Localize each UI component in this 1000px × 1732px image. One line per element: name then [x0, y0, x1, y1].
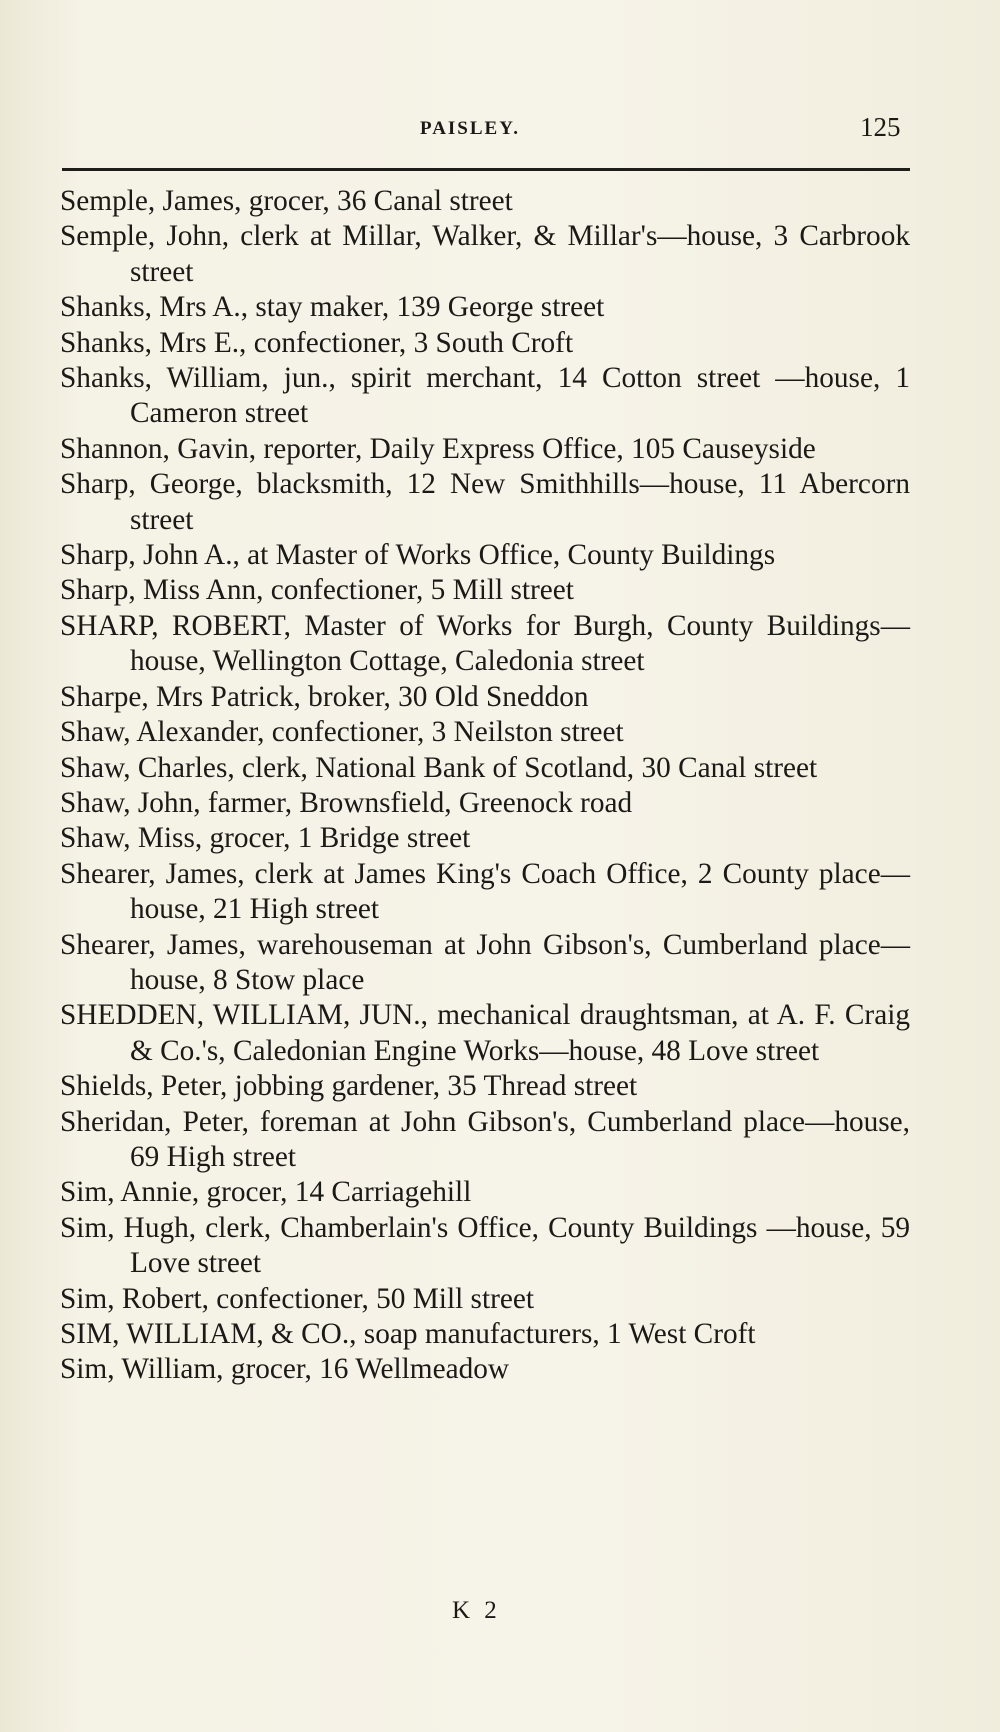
- directory-entry: Sim, Annie, grocer, 14 Carriagehill: [60, 1176, 472, 1209]
- signature-mark: K 2: [452, 1597, 501, 1624]
- directory-entry: Sim, Robert, confectioner, 50 Mill street: [60, 1282, 534, 1315]
- directory-entry: SHARP, ROBERT, Master of Works for Burgh, County Buildings—house, Wellington Cottage, Caledonia street: [60, 609, 910, 678]
- directory-entry: Shaw, Charles, clerk, National Bank of Scotland, 30 Canal street: [60, 751, 818, 784]
- directory-entries: [60, 184, 910, 1388]
- directory-entry: Shanks, Mrs A., stay maker, 139 George street: [60, 291, 605, 324]
- header-rule: [62, 168, 910, 171]
- directory-entry: Shaw, John, farmer, Brownsfield, Greenock road: [60, 786, 633, 819]
- directory-entry: Sharpe, Mrs Patrick, broker, 30 Old Sneddon: [60, 680, 589, 713]
- page-header: [0, 112, 1000, 142]
- directory-entry: Shaw, Alexander, confectioner, 3 Neilston street: [60, 716, 624, 749]
- directory-entry: Sharp, John A., at Master of Works Office, County Buildings: [60, 539, 776, 572]
- directory-entry: Shanks, William, jun., spirit merchant, 14 Cotton street —house, 1 Cameron street: [60, 362, 910, 430]
- directory-entry: Semple, John, clerk at Millar, Walker, & Millar's—house, 3 Carbrook street: [60, 220, 910, 288]
- directory-entry: Sharp, Miss Ann, confectioner, 5 Mill street: [60, 574, 574, 607]
- directory-entry: Sharp, George, blacksmith, 12 New Smithhills—house, 11 Abercorn street: [60, 468, 910, 536]
- directory-entry: Shaw, Miss, grocer, 1 Bridge street: [60, 822, 471, 855]
- directory-entry: Semple, James, grocer, 36 Canal street: [60, 185, 513, 217]
- directory-entry: Sim, William, grocer, 16 Wellmeadow: [60, 1353, 510, 1386]
- directory-entry: SIM, WILLIAM, & CO., soap manufacturers, 1 West Croft: [60, 1318, 756, 1350]
- directory-entry: SHEDDEN, WILLIAM, JUN., mechanical draughtsman, at A. F. Craig & Co.'s, Caledonian Engine Works—house, 48 Love street: [60, 999, 910, 1067]
- directory-entry: Shearer, James, warehouseman at John Gibson's, Cumberland place—house, 8 Stow place: [60, 928, 910, 996]
- directory-entry: Shanks, Mrs E., confectioner, 3 South Croft: [60, 326, 574, 359]
- running-head: PAISLEY.: [420, 118, 520, 139]
- directory-entry: Shannon, Gavin, reporter, Daily Express Office, 105 Causeyside: [60, 432, 816, 465]
- directory-entry: Sheridan, Peter, foreman at John Gibson's, Cumberland place—house, 69 High street: [60, 1105, 910, 1173]
- directory-entry: Shearer, James, clerk at James King's Coach Office, 2 County place—house, 21 High street: [60, 857, 910, 926]
- directory-entry: Sim, Hugh, clerk, Chamberlain's Office, County Buildings —house, 59 Love street: [60, 1211, 910, 1280]
- directory-entry: Shields, Peter, jobbing gardener, 35 Thread street: [60, 1070, 638, 1103]
- page-number: 125: [860, 112, 901, 142]
